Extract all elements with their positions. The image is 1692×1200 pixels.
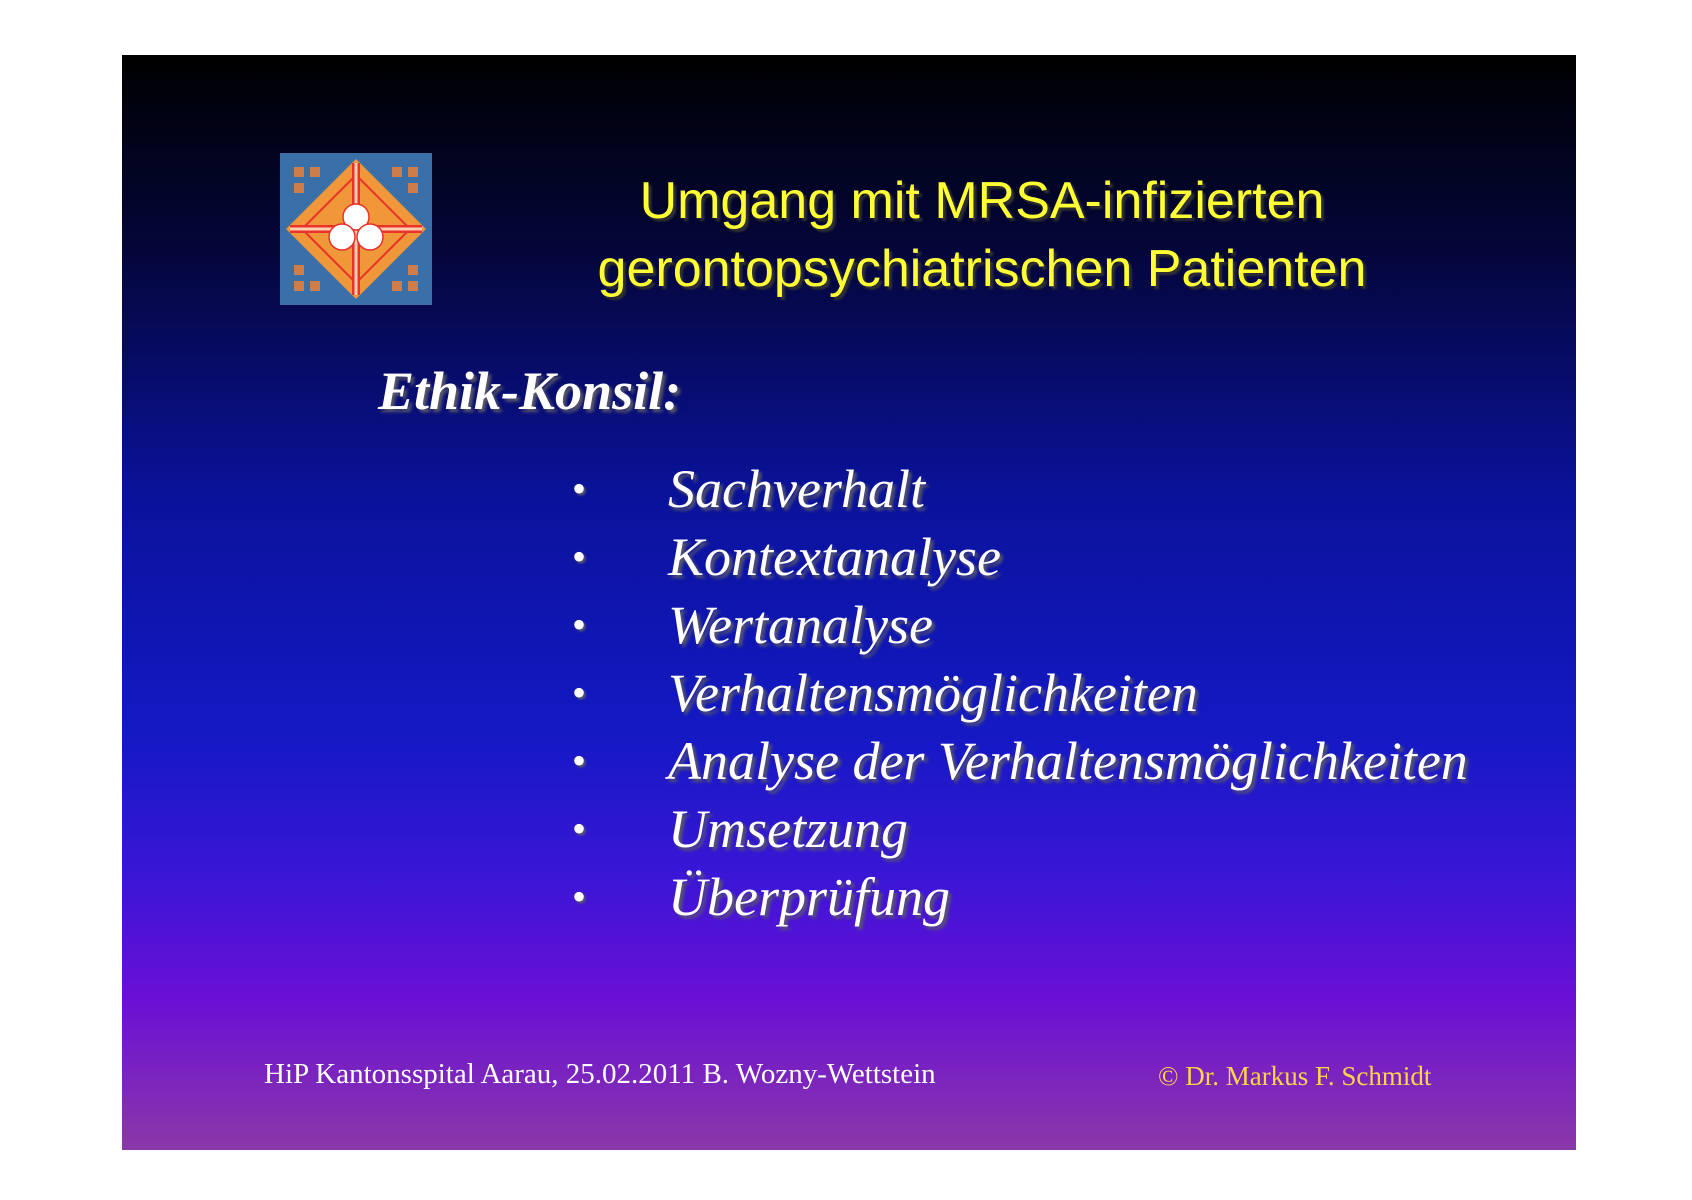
list-item-text: Wertanalyse: [668, 595, 933, 655]
bullet-icon: •: [572, 602, 587, 647]
list-item-text: Umsetzung: [668, 799, 908, 859]
footer-event-info: HiP Kantonsspital Aarau, 25.02.2011 B. Wozny-Wettstein: [264, 1058, 936, 1090]
list-item-text: Verhaltensmöglichkeiten: [668, 663, 1198, 723]
list-item-text: Sachverhalt: [668, 459, 925, 519]
list-item-text: Analyse der Verhaltensmöglichkeiten: [668, 731, 1468, 791]
bullet-icon: •: [572, 466, 587, 511]
slide-title: [522, 167, 1442, 303]
list-item-text: Kontextanalyse: [668, 527, 1001, 587]
bullet-icon: •: [572, 874, 587, 919]
bullet-icon: •: [572, 738, 587, 783]
slide-title-line-1: Umgang mit MRSA-infizierten: [639, 172, 1325, 230]
institution-logo-icon: [280, 153, 432, 305]
footer-copyright: © Dr. Markus F. Schmidt: [1158, 1061, 1432, 1091]
bullet-icon: •: [572, 534, 587, 579]
bullet-icon: •: [572, 670, 587, 715]
section-heading: Ethik-Konsil:: [378, 361, 682, 421]
slide-title-line-2: gerontopsychiatrischen Patienten: [597, 240, 1367, 298]
bullet-icon: •: [572, 806, 587, 851]
slide: [122, 55, 1576, 1150]
list-item-text: Überprüfung: [668, 867, 950, 927]
